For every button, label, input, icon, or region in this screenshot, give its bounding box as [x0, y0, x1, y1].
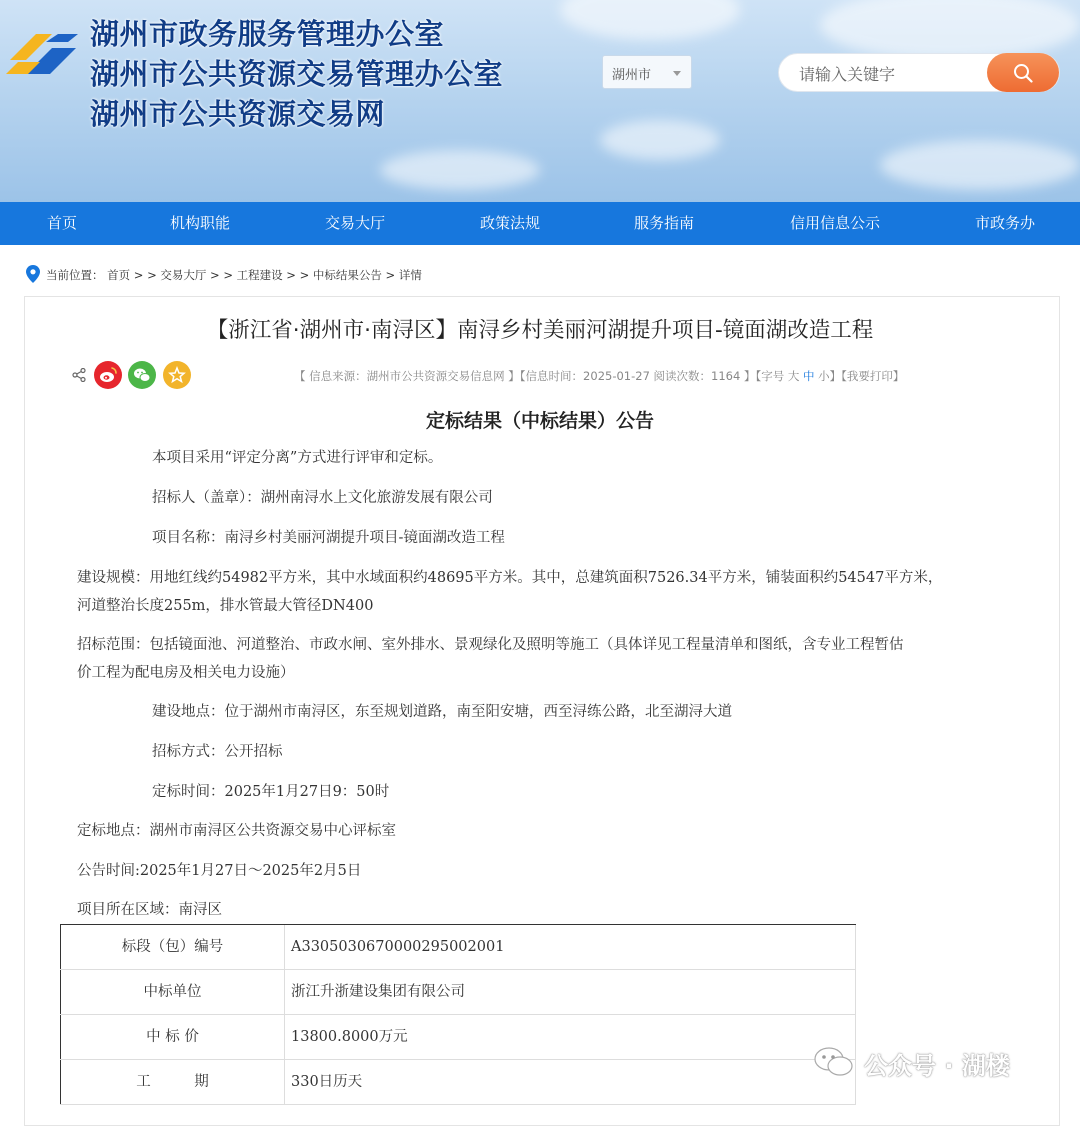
cloud-decoration: [880, 140, 1080, 190]
org-name-line: 湖州市公共资源交易网: [90, 97, 386, 131]
org-names: [90, 14, 503, 134]
cloud-decoration: [600, 120, 720, 160]
search-input[interactable]: [797, 62, 991, 86]
table-row: [60, 1060, 856, 1105]
table-label: 工 期: [60, 1060, 285, 1104]
search-icon: [1013, 63, 1033, 83]
nav-item-trading-hall[interactable]: 交易大厅: [325, 214, 386, 232]
table-value: A3305030670000295002001: [291, 939, 505, 955]
cloud-decoration: [380, 150, 540, 190]
table-value: 13800.8000万元: [291, 1029, 408, 1045]
nav-item-gov-office[interactable]: 市政务办: [975, 214, 1036, 232]
table-row: [60, 1015, 856, 1060]
table-label: 中标单位: [60, 970, 285, 1014]
wechat-icon: [128, 361, 156, 389]
cloud-decoration: [560, 0, 740, 40]
paragraph: 本项目采用“评定分离”方式进行评审和定标。: [152, 450, 443, 466]
paragraph: 招标范围：包括镜面池、河道整治、市政水闸、室外排水、景观绿化及照明等施工（具体详见工程量清单和图纸，含专业工程暂估: [77, 637, 904, 653]
nav-item-org-functions[interactable]: 机构职能: [170, 214, 231, 232]
meta-text: 【 信息来源：湖州市公共资源交易信息网 】【信息时间：2025-01-27 阅读次数：1164 】【字号 大: [294, 369, 804, 383]
table-row: [60, 925, 856, 970]
location-pin-icon: [26, 265, 40, 283]
wechat-icon: [812, 1044, 856, 1080]
weibo-icon: [94, 361, 122, 389]
nav-item-service-guide[interactable]: 服务指南: [634, 214, 695, 232]
nav-item-home[interactable]: 首页: [47, 214, 78, 232]
org-name-line: 湖州市公共资源交易管理办公室: [90, 57, 504, 91]
main-nav: [0, 202, 1080, 245]
org-name-line: 湖州市政务服务管理办公室: [90, 17, 445, 51]
table-value: 330日历天: [291, 1074, 363, 1090]
paragraph: 项目名称：南浔乡村美丽河湖提升项目-镜面湖改造工程: [152, 530, 505, 546]
cloud-decoration: [820, 0, 1080, 60]
notice-subtitle: 定标结果（中标结果）公告: [425, 410, 654, 432]
paragraph: 建设规模：用地红线约54982平方米，其中水域面积约48695平方米。其中，总建筑面积7526.34平方米，铺装面积约54547平方米，: [77, 570, 943, 586]
font-size-medium-link[interactable]: 中: [803, 369, 815, 383]
wechat-watermark: [812, 1038, 1062, 1086]
paragraph: 项目所在区域：南浔区: [77, 902, 222, 918]
weibo-share-button[interactable]: [94, 361, 122, 389]
table-value: 浙江升浙建设集团有限公司: [291, 984, 465, 1000]
site-header: [0, 0, 1080, 202]
nav-item-policies[interactable]: 政策法规: [480, 214, 541, 232]
paragraph: 招标人（盖章）：湖州南浔水上文化旅游发展有限公司: [152, 490, 493, 506]
star-icon: [163, 361, 191, 389]
table-row: [60, 970, 856, 1015]
paragraph: 价工程为配电房及相关电力设施）: [77, 665, 295, 681]
paragraph: 河道整治长度255m，排水管最大管径DN400: [77, 598, 374, 614]
search-button[interactable]: [987, 53, 1059, 92]
paragraph: 定标时间：2025年1月27日9：50时: [152, 784, 390, 800]
table-label: 中 标 价: [60, 1015, 285, 1059]
favorite-share-button[interactable]: [163, 361, 191, 389]
paragraph: 定标地点：湖州市南浔区公共资源交易中心评标室: [77, 823, 396, 839]
breadcrumb-text[interactable]: 当前位置： 首页 > > 交易大厅 > > 工程建设 > > 中标结果公告 > 详情: [46, 268, 422, 282]
city-select-value: 湖州市: [612, 68, 652, 83]
search-box: [778, 53, 1060, 92]
paragraph: 建设地点：位于湖州市南浔区，东至规划道路，南至阳安塘，西至浔练公路，北至湖浔大道: [152, 704, 732, 720]
site-logo-icon[interactable]: [6, 30, 80, 80]
chevron-down-icon: [673, 71, 681, 76]
article-title: 【浙江省·湖州市·南浔区】南浔乡村美丽河湖提升项目-镜面湖改造工程: [206, 318, 874, 343]
nav-item-credit-info[interactable]: 信用信息公示: [790, 214, 881, 232]
award-table: [60, 924, 856, 1105]
article-meta: [294, 368, 904, 384]
meta-text: 小】【我要打印】: [814, 369, 905, 383]
paragraph: 公告时间:2025年1月27日～2025年2月5日: [77, 863, 362, 879]
wechat-share-button[interactable]: [128, 361, 156, 389]
city-select[interactable]: [602, 55, 692, 89]
watermark-text: 公众号 · 湖楼: [864, 1052, 1010, 1080]
paragraph: 招标方式：公开招标: [152, 744, 283, 760]
table-label: 标段（包）编号: [60, 925, 285, 969]
share-icon[interactable]: [72, 368, 86, 382]
